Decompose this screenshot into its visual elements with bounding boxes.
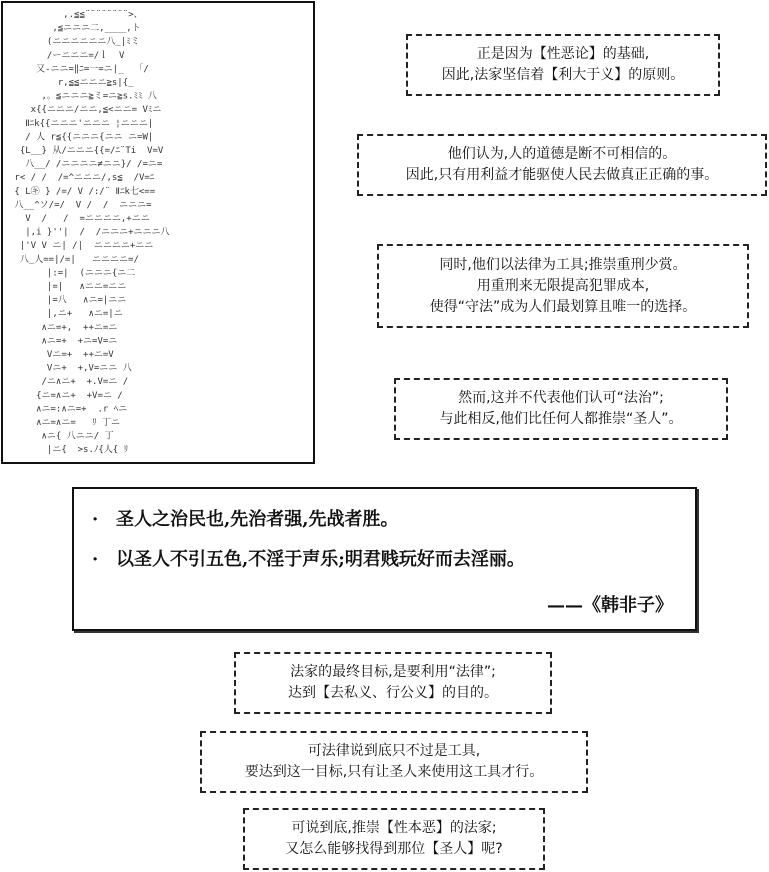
bubble-2-line-2: 因此,只有用利益才能驱使人民去做真正正确的事。 [405,167,719,183]
ascii-art-row: 八__/ /ニニニニ≠ニニ}/ /=ニ= [9,159,163,170]
bubble-5-line-2: 达到【去私义、行公义】的目的。 [288,685,498,701]
speech-bubble-6 [200,731,588,793]
ascii-art-row: ,。≦ニニニ≧ミ=ニ≧s.ﾐﾐ 八 [9,91,157,102]
ascii-art-row: 八_人==|/=| ニニニニ=/ [9,254,139,265]
ascii-art-row: ∧ニ{ 八ニニ/ 丁 [9,431,114,442]
speech-bubble-2 [357,134,767,196]
ascii-art-row: /ニ∧ニ+ +.V=ニ / [9,377,129,388]
speech-bubble-1 [406,34,720,96]
ascii-art-row: |=八 ∧ニ=|ニニ [9,295,127,306]
ascii-art-row: |:=| (ニニニ{ニ二 [9,268,136,279]
bubble-6-line-1: 可法律说到底只不过是工具, [307,743,481,759]
ascii-art-row: V / / =ニニニニ,+ニニ [9,214,150,224]
ascii-art-row: {L__} 从/ニニニ{{=/ﾆ¨Ti V=V [9,146,164,156]
speech-bubble-7 [243,808,545,870]
ascii-art-row: 又-ニニ=‖ﾆ=一=ニ|_ 「/ [9,64,149,75]
quote-line-1-text: 圣人之治民也,先治者强,先战者胜。 [116,509,399,530]
bubble-5-line-1: 法家的最终目标,是要利用“法律”; [290,664,496,680]
hanfeizi-quote-box [72,487,697,631]
quote-bullet-2: · [92,549,99,570]
bubble-2-line-1: 他们认为,人的道德是断不可相信的。 [447,146,677,162]
bubble-4-line-2: 与此相反,他们比任何人都推崇“圣人”。 [439,411,683,427]
bubble-3-line-3: 使得“守法”成为人们最划算且唯一的选择。 [429,298,697,315]
ascii-art-row: {ニ=∧ニ+ +V=ニ / [9,390,123,401]
ascii-art-row: { L㋖ } /=/ V /:/¨ Ⅱﾆk七<== [9,186,156,197]
ascii-art-row: (ニニニニニニ八_|ﾐミ [9,37,140,48]
ascii-art-row: |,i }''| / /ニニニ+ニニニ八 [9,227,170,238]
speech-bubble-5 [234,652,552,714]
bubble-4-line-1: 然而,这并不代表他们认可“法治”; [458,390,664,406]
bubble-3-line-1: 同时,他们以法律为工具;推崇重刑少赏。 [439,256,687,273]
quote-line-2 [92,545,525,571]
quote-bullet-1: · [92,509,99,530]
bubble-3-line-2: 用重刑来无限提高犯罪成本, [476,277,650,294]
quote-line-2-text: 以圣人不引五色,不淫于声乐;明君贱玩好而去淫丽。 [116,549,525,570]
ascii-art-row: r,≦≦ニニニ≧s|{_ [9,78,134,88]
bubble-1-line-2: 因此,法家坚信着【利大于义】的原则。 [441,67,685,83]
ascii-art-row: /ーニニニ=/ｌ V [9,50,125,61]
ascii-art-row: ∧ニ=∧ニ= ﾘ 丁ニ [9,418,120,428]
ascii-art-panel [1,1,315,464]
ascii-art-row: ∧ニ=+, ++ニ=ニ [9,322,118,333]
ascii-art-text [9,10,170,455]
ascii-art-figure [3,3,315,464]
bubble-6-line-2: 要达到这一目标,只有让圣人来使用这工具才行。 [244,764,544,780]
quote-line-1 [92,505,399,531]
ascii-art-row: Ⅱﾆk{{ニニニ'ニニニ ¦ニニニ| [9,118,154,129]
ascii-art-row: r< / / /=^ニニニ/,s≦ /V=ﾆ [9,173,155,184]
ascii-art-row: ,≦ニニニ二,____,ト [9,23,147,34]
ascii-art-row: / 人 r≦{{ニニニ{ニニ ニ=W| [9,132,154,143]
ascii-art-row: |=| ∧ニニ=ニニ [9,282,127,292]
speech-bubble-4 [394,378,728,440]
ascii-art-row: Vニ+ +,V=ニニ 八 [9,363,132,374]
ascii-art-row: |,ニ+ ∧ニ=|ニ [9,309,123,320]
bubble-7-line-1: 可说到底,推崇【性本恶】的法家; [291,820,497,836]
bubble-7-line-2: 又怎么能够找得到那位【圣人】呢? [285,841,503,857]
ascii-art-row: ∧ニ=:∧ニ=+ .r ﾍニ [9,404,128,415]
ascii-art-row: Vニ=+ ++ニ=V [9,350,114,360]
ascii-art-row: ∧ニ=+ +ニ=V=ニ [9,336,118,347]
ascii-art-row: |'V V ニ| /| ニニニニ+ニニ [9,241,154,252]
ascii-art-row: |ニ{ >s.ﾉ{人{ ﾘ [9,445,129,456]
speech-bubble-3 [377,244,749,328]
ascii-art-row: x{{ニニニ/ニニ,≦<ニニ= Vﾐニ [9,105,162,116]
quote-source: ——《韩非子》 [547,595,673,616]
bubble-1-line-1: 正是因为【性恶论】的基础, [476,46,650,62]
ascii-art-row: ,.≦≦¨¨¨¨¨¨¨¨>、 [9,10,143,20]
ascii-art-row: 八__^ソ/=/ V / / ニニニ= [9,200,152,211]
